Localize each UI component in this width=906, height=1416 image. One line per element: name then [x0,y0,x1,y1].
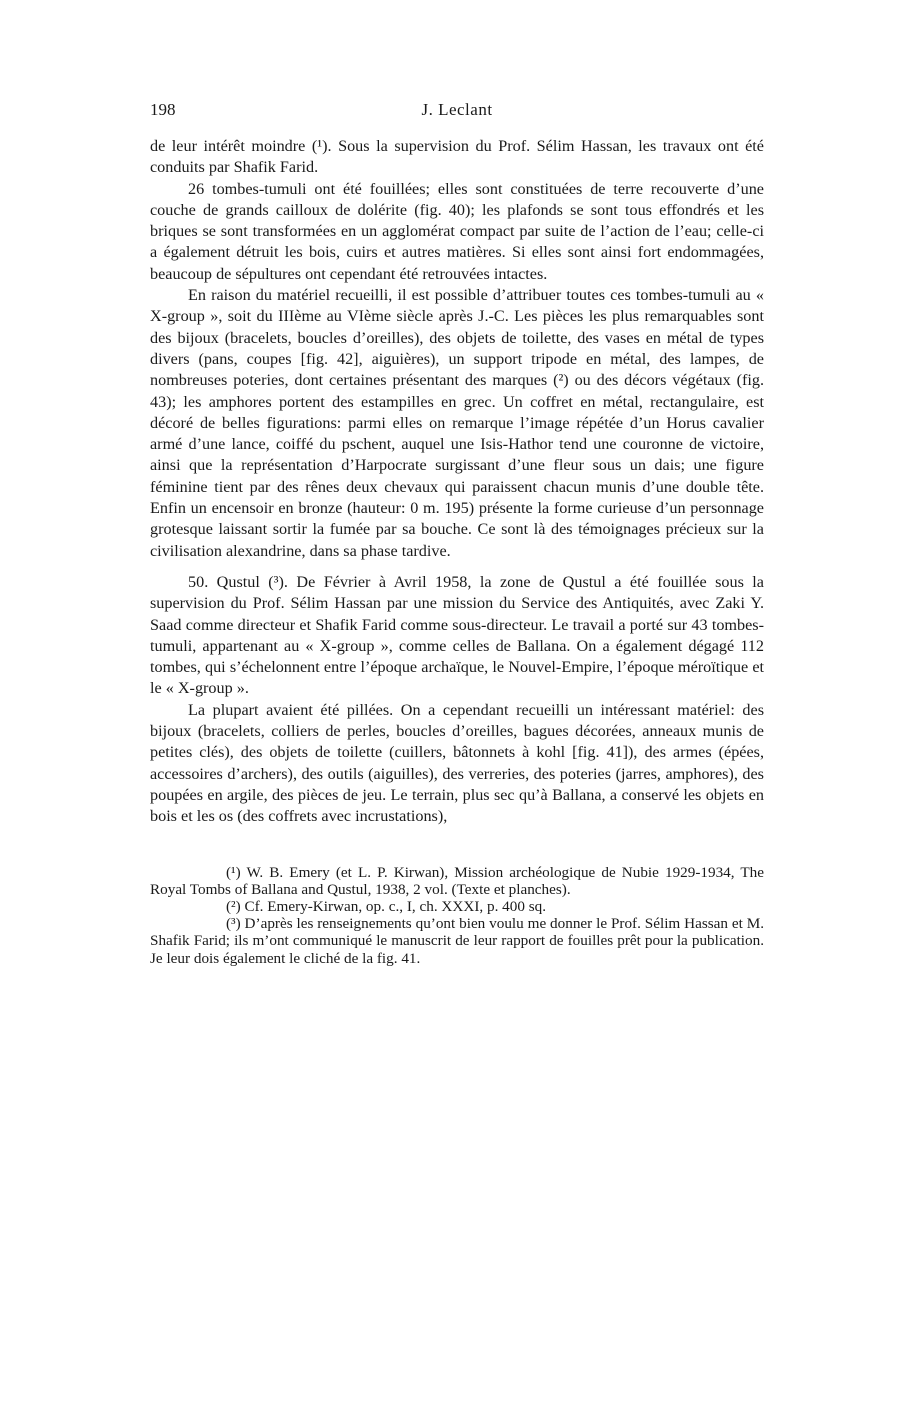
paragraph-pillees: La plupart avaient été pillées. On a cependant recueilli un intéressant matériel: des bijoux (bracelets, colliers de perles, boucles d’oreilles, bagues décorées, anneaux munis de petites clés), des objets de toilette (cuillers, bâtonnets à kohl [fig. 41]), des armes (épées, accessoires d’archers), des outils (aiguilles), des verreries, des poteries (jarres, amphores), des poupées en argile, des pièces de jeu. Le terrain, plus sec qu’à Ballana, a conservé les objets en bois et les os (des coffrets avec incrustations), [150,700,764,826]
running-head [150,100,764,126]
paragraph-qustul: 50. Qustul (³). De Février à Avril 1958, la zone de Qustul a été fouillée sous la supervision du Prof. Sélim Hassan par une mission du Service des Antiquités, avec Zaki Y. Saad comme directeur et Shafik Farid comme sous-directeur. Le travail a porté sur 43 tombes-tumuli, appartenant au « X-group », comme celles de Ballana. On a également dégagé 112 tombes, qui s’échelonnent entre l’époque archaïque, le Nouvel-Empire, l’époque méroïtique et le « X-group ». [150,572,764,698]
footnote-1: (¹) W. B. Emery (et L. P. Kirwan), Mission archéologique de Nubie 1929-1934, The Royal Tombs of Ballana and Qustul, 1938, 2 vol. (Texte et planches). [150,863,764,898]
paragraph-continuation: de leur intérêt moindre (¹). Sous la supervision du Prof. Sélim Hassan, les travaux ont été conduits par Shafik Farid. [150,137,764,177]
page-number: 198 [150,100,176,119]
footnote-3: (³) D’après les renseignements qu’ont bien voulu me donner le Prof. Sélim Hassan et M. Shafik Farid; ils m’ont communiqué le manuscrit de leur rapport de fouilles prêt pour la publication. Je leur dois également le cliché de la fig. 41. [150,915,764,967]
footnotes [150,864,764,967]
document-page [150,100,764,967]
body-text [150,136,764,828]
paragraph-materiel: En raison du matériel recueilli, il est possible d’attribuer toutes ces tombes-tumuli au « X-group », soit du IIIème au VIème siècle après J.-C. Les pièces les plus remarquables sont des bijoux (bracelets, boucles d’oreilles), des objets de toilette, des vases en métal de types divers (pans, coupes [fig. 42], aiguières), un support tripode en métal, des lampes, de nombreuses poteries, dont certaines présentant des marques (²) ou des décors végétaux (fig. 43); les amphores portent des estampilles en grec. Un coffret en métal, rectangulaire, est décoré de belles figurations: parmi elles on remarque l’image répétée d’un Horus cavalier armé d’une lance, coiffé du pschent, auquel une Isis-Hathor tend une couronne de victoire, ainsi que la représentation d’Harpocrate surgissant d’une fleur sous un dais; une figure féminine tient par des rênes deux chevaux qui paraissent chacun munis d’une double tête. Enfin un encensoir en bronze (hauteur: 0 m. 195) présente la forme curieuse d’un personnage grotesque laissant sortir la fumée par sa bouche. Ce sont là des témoignages précieux sur la civilisation alexandrine, dans sa phase tardive. [150,286,764,560]
running-title: J. Leclant [421,100,493,119]
footnote-2: (²) Cf. Emery-Kirwan, op. c., I, ch. XXXI, p. 400 sq. [226,897,547,915]
paragraph-tombes-tumuli: 26 tombes-tumuli ont été fouillées; elles sont constituées de terre recouverte d’une couche de grands cailloux de dolérite (fig. 40); les plafonds se sont tous effondrés et les briques se sont transformées en un agglomérat compact par suite de l’action de l’eau; celle-ci a également détruit les bois, cuirs et autres matières. Si elles sont ainsi fort endommagées, beaucoup de sépultures ont cependant été retrouvées intactes. [150,179,764,283]
